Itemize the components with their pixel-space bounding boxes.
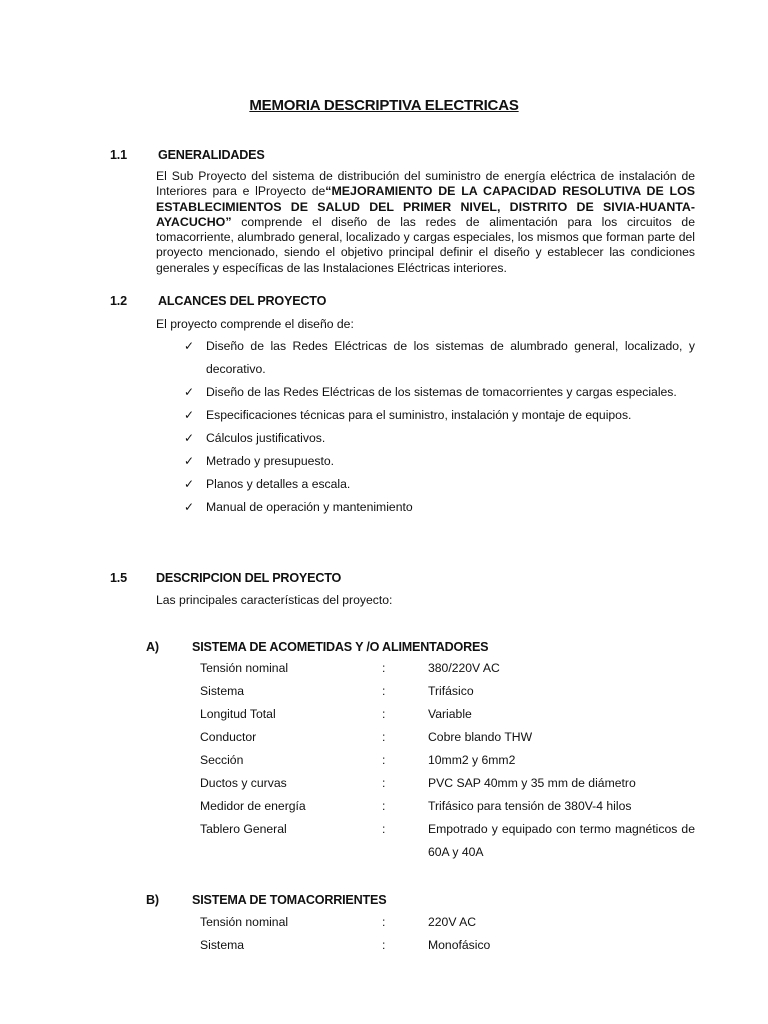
spec-value: PVC SAP 40mm y 35 mm de diámetro xyxy=(428,776,636,790)
spec-label: Tablero General xyxy=(200,822,287,836)
spec-value: Trifásico xyxy=(428,684,474,698)
spec-row xyxy=(200,703,695,726)
spec-colon: : xyxy=(382,753,386,767)
spec-label: Sistema xyxy=(200,938,245,952)
spec-colon: : xyxy=(382,799,386,813)
section-1-2-number: 1.2 xyxy=(110,294,127,308)
spec-row xyxy=(200,726,695,749)
section-1-1-number: 1.1 xyxy=(110,148,127,162)
spec-row xyxy=(200,795,695,818)
section-1-5-heading: DESCRIPCION DEL PROYECTO xyxy=(156,571,342,585)
spec-label: Medidor de energía xyxy=(200,799,306,813)
checkmark-icon: ✓ xyxy=(184,431,195,445)
spec-value: 220V AC xyxy=(428,915,477,929)
spec-label: Sección xyxy=(200,753,244,767)
spec-label: Ductos y curvas xyxy=(200,776,287,790)
checkmark-icon: ✓ xyxy=(184,454,195,468)
project-name: “MEJORAMIENTO DE LA CAPACIDAD RESOLUTIVA DE LOS ESTABLECIMIENTOS DE SALUD DEL PRIMER NIVEL, DISTRITO DE SIVIA-HUANTA-AYACUCHO” xyxy=(156,184,695,229)
spec-colon: : xyxy=(382,938,386,952)
paragraph-intro: El Sub Proyecto del sistema de distribución del suministro de energía eléctrica de instalación de Interiores para e lProyecto de xyxy=(156,169,695,199)
subsection-b-letter: B) xyxy=(146,893,159,907)
checklist-item xyxy=(184,381,695,404)
spec-row xyxy=(200,657,695,680)
checklist-item xyxy=(184,404,695,427)
checklist-item-text: Metrado y presupuesto. xyxy=(206,454,335,468)
subsection-b-heading: SISTEMA DE TOMACORRIENTES xyxy=(192,893,387,907)
checklist-item xyxy=(184,496,695,519)
checklist-item-text: Diseño de las Redes Eléctricas de los sistemas de alumbrado general, localizado, y decorativo. xyxy=(206,339,695,376)
checklist-item-text: Especificaciones técnicas para el suministro, instalación y montaje de equipos. xyxy=(206,408,632,422)
checklist-item-text: Cálculos justificativos. xyxy=(206,431,326,445)
spec-label: Longitud Total xyxy=(200,707,276,721)
checkmark-icon: ✓ xyxy=(184,500,195,514)
spec-value: Monofásico xyxy=(428,938,491,952)
checklist-item xyxy=(184,335,695,381)
checklist-item-text: Manual de operación y mantenimiento xyxy=(206,500,413,514)
spec-value: Empotrado y equipado con termo magnéticos de 60A y 40A xyxy=(428,822,695,859)
spec-colon: : xyxy=(382,684,386,698)
section-1-2-heading: ALCANCES DEL PROYECTO xyxy=(158,294,327,308)
spec-value: 380/220V AC xyxy=(428,661,500,675)
subsection-a-letter: A) xyxy=(146,640,159,654)
spec-value: Trifásico para tensión de 380V-4 hilos xyxy=(428,799,632,813)
spec-colon: : xyxy=(382,661,386,675)
spec-row xyxy=(200,818,695,864)
subsection-b-spec-table xyxy=(200,911,695,957)
section-1-1-heading: GENERALIDADES xyxy=(158,148,265,162)
spec-colon: : xyxy=(382,707,386,721)
spec-colon: : xyxy=(382,776,386,790)
spec-colon: : xyxy=(382,822,386,836)
spec-row xyxy=(200,680,695,703)
checkmark-icon: ✓ xyxy=(184,477,195,491)
spec-label: Tensión nominal xyxy=(200,915,289,929)
spec-value: Cobre blando THW xyxy=(428,730,533,744)
checklist-item xyxy=(184,450,695,473)
subsection-a-heading: SISTEMA DE ACOMETIDAS Y /O ALIMENTADORES xyxy=(192,640,489,654)
paragraph-rest: comprende el diseño de las redes de alimentación para los circuitos de tomacorriente, alumbrado general, localizado y cargas especiales, los mismos que forman parte del proyecto mencionado, siendo el objetivo principal definir el diseño y establecer las condiciones generales y específicas de las Instalaciones Eléctricas interiores. xyxy=(156,214,695,275)
section-1-5-number: 1.5 xyxy=(110,571,127,585)
checklist-item-text: Planos y detalles a escala. xyxy=(206,477,351,491)
document-title: MEMORIA DESCRIPTIVA ELECTRICAS xyxy=(249,97,519,114)
subsection-a-spec-table xyxy=(200,657,695,864)
spec-row xyxy=(200,749,695,772)
spec-label: Conductor xyxy=(200,730,257,744)
checkmark-icon: ✓ xyxy=(184,385,195,399)
checkmark-icon: ✓ xyxy=(184,408,195,422)
checklist-item xyxy=(184,473,695,496)
spec-row xyxy=(200,911,695,934)
section-1-1-paragraph xyxy=(156,169,695,276)
spec-row xyxy=(200,772,695,795)
checkmark-icon: ✓ xyxy=(184,339,195,353)
section-1-2-intro: El proyecto comprende el diseño de: xyxy=(156,317,354,331)
spec-colon: : xyxy=(382,730,386,744)
spec-label: Sistema xyxy=(200,684,245,698)
section-1-5-intro: Las principales características del proyecto: xyxy=(156,593,393,607)
checklist-item-text: Diseño de las Redes Eléctricas de los sistemas de tomacorrientes y cargas especiales. xyxy=(206,385,677,399)
spec-label: Tensión nominal xyxy=(200,661,289,675)
scope-checklist xyxy=(184,335,695,519)
spec-row xyxy=(200,934,695,957)
spec-value: 10mm2 y 6mm2 xyxy=(428,753,516,767)
spec-colon: : xyxy=(382,915,386,929)
checklist-item xyxy=(184,427,695,450)
spec-value: Variable xyxy=(428,707,472,721)
